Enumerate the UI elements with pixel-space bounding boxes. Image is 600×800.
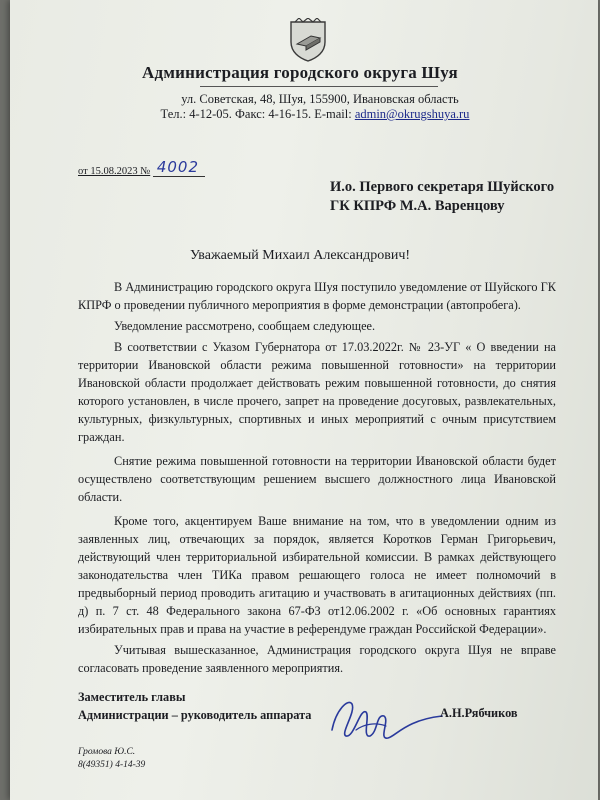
signatory-title-line: Администрации – руководитель аппарата: [78, 708, 312, 722]
organization-name: Администрация городского округа Шуя: [142, 63, 458, 82]
header-divider: [200, 86, 438, 87]
organization-contacts: [0, 107, 600, 122]
email-link[interactable]: admin@okrugshuya.ru: [354, 107, 470, 121]
paragraph: В соответствии с Указом Губернатора от 17.03.2022г. № 23-УГ « О введении на территории Ивановской области режима повышенной готовности» на территории Ивановской области продолжает действовать режим повышенной готовности, до снятия которого установлен, в числе прочего, запрет на проведение досуговых, развлекательных, культурных, физкультурных, спортивных и иных мероприятий с очным присутствием граждан.: [78, 340, 556, 444]
document-reference: [78, 160, 205, 179]
city-coat-of-arms-icon: [287, 18, 329, 62]
paragraph: Снятие режима повышенной готовности на территории Ивановской области будет осуществлено соответствующим решением высшего должностного лица Ивановской области.: [78, 454, 556, 504]
executor-block: [78, 746, 145, 772]
signatory-name: А.Н.Рябчиков: [440, 706, 518, 720]
handwritten-signature-icon: [326, 690, 446, 750]
paragraph: Кроме того, акцентируем Ваше внимание на том, что в уведомлении одним из заявленных лиц, отвечающих за порядок, является Коротков Герман Григорьевич, действующий член территориальной избирательной комиссии. В рамках действующего законодательства член ТИКа правом решающего голоса не имеет полномочий в предвыборный период проводить агитацию и участвовать в агитационных действиях (пп. д) п. 7 ст. 48 Федерального закона 67-ФЗ от12.06.2002 г. «Об основных гарантиях избирательных прав и права на участие в референдуме граждан Российской Федерации».: [78, 514, 556, 636]
letter-body: [78, 278, 556, 680]
paragraph: Уведомление рассмотрено, сообщаем следующее.: [114, 319, 376, 333]
document-date: от 15.08.2023 №: [78, 166, 151, 177]
document-number: 4002: [153, 158, 205, 177]
contacts-text: Тел.: 4-12-05. Факс: 4-16-15. E-mail:: [160, 107, 355, 121]
letter-sheet: [10, 0, 598, 800]
organization-address: ул. Советская, 48, Шуя, 155900, Ивановская область: [181, 92, 459, 106]
executor-name: Громова Ю.С.: [78, 747, 136, 757]
recipient-line: И.о. Первого секретаря Шуйского: [330, 179, 555, 195]
recipient-line: ГК КПРФ М.А. Варенцову: [330, 198, 505, 214]
paragraph: В Администрацию городского округа Шуя поступило уведомление от Шуйского ГК КПРФ о проведении публичного мероприятия в форме демонстрации (автопробега).: [78, 280, 556, 312]
recipient-block: [330, 178, 554, 216]
paragraph: Учитывая вышесказанное, Администрация городского округа Шуя не вправе согласовать проведение заявленного мероприятия.: [78, 643, 556, 675]
executor-phone: 8(49351) 4-14-39: [78, 760, 146, 770]
greeting: Уважаемый Михаил Александрович!: [189, 248, 411, 263]
signatory-title-line: Заместитель главы: [78, 690, 186, 704]
signatory-title: [78, 688, 311, 724]
